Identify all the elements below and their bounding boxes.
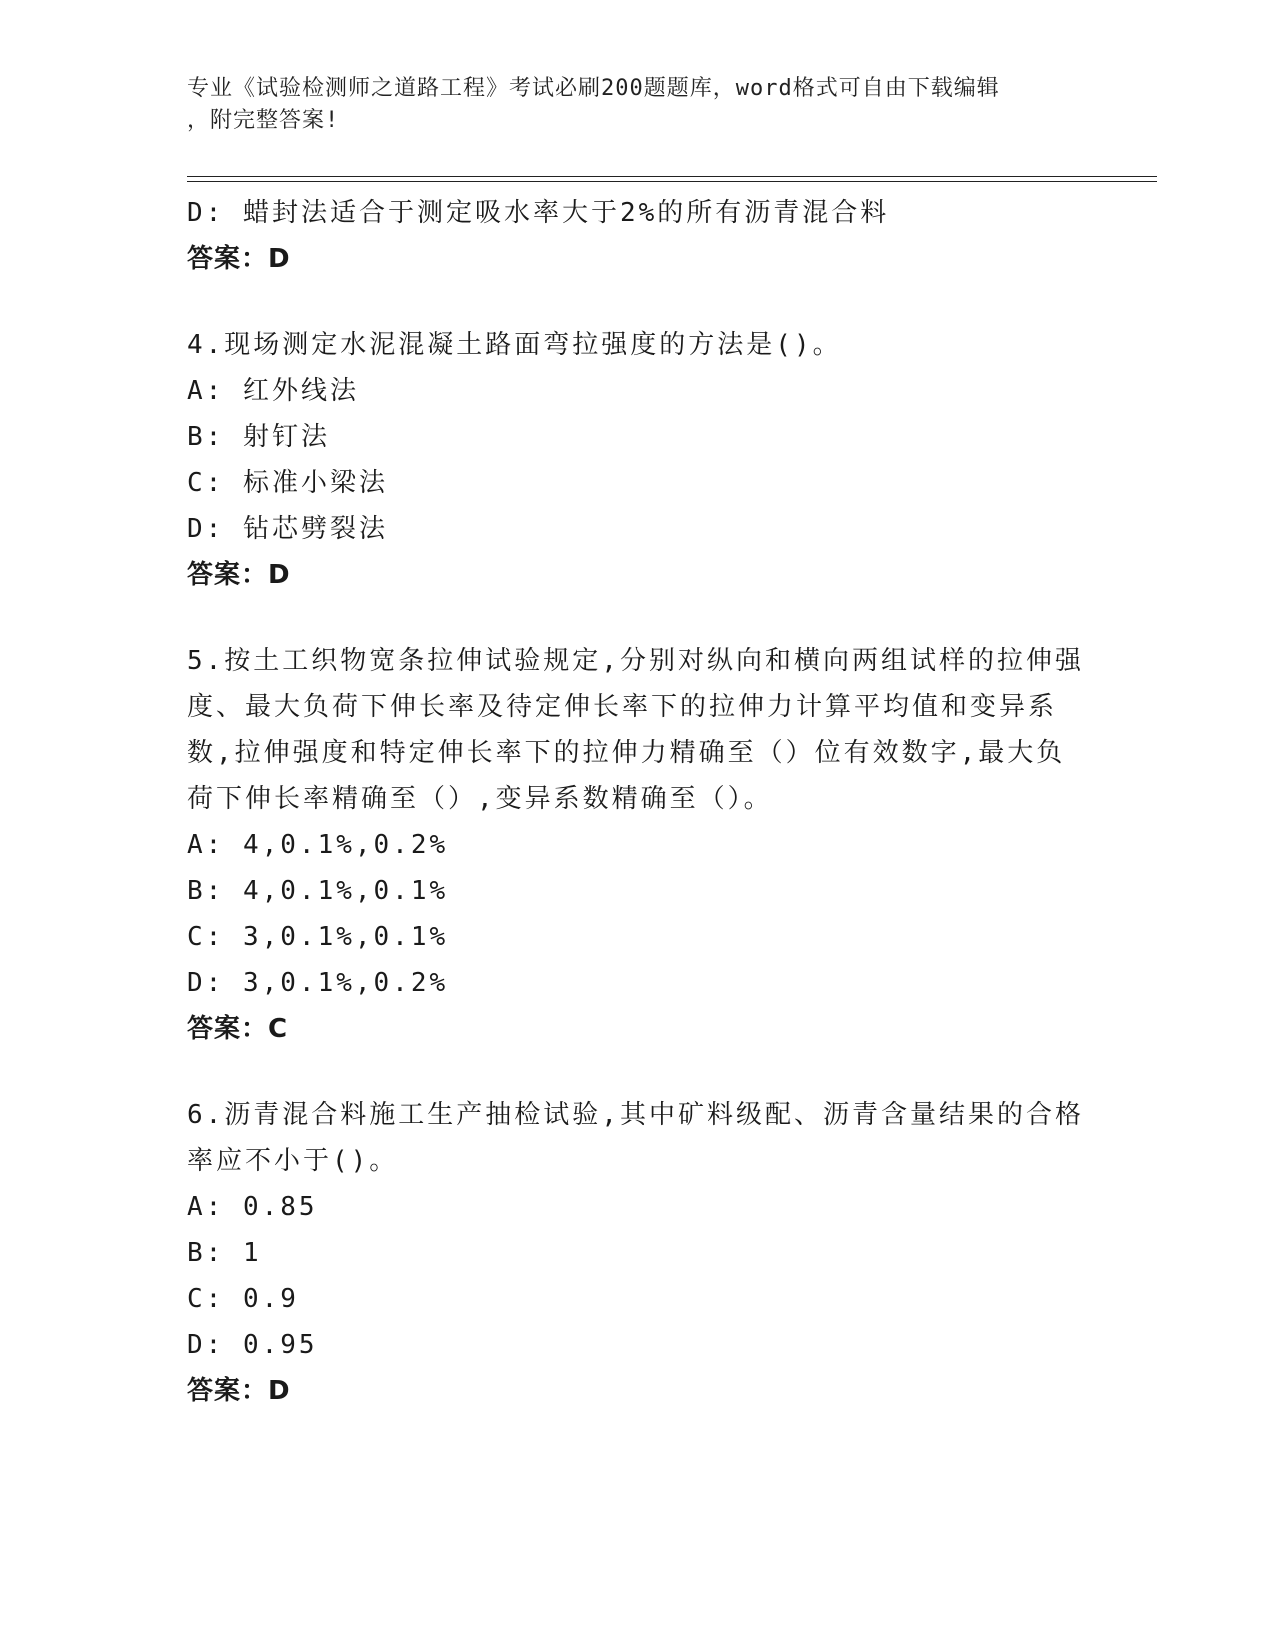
answer: 答案：D <box>187 560 291 590</box>
option-a: A: 红外线法 <box>187 376 359 406</box>
answer: 答案：C <box>187 1014 289 1044</box>
option-b: B: 4,0.1%,0.1% <box>187 876 449 906</box>
option-d: D: 钻芯劈裂法 <box>187 514 388 544</box>
question-list <box>187 190 1087 1414</box>
answer: 答案：D <box>187 244 291 274</box>
option-a: A: 0.85 <box>187 1192 318 1222</box>
option-c: C: 标准小梁法 <box>187 468 388 498</box>
question-stem-line: 数,拉伸强度和特定伸长率下的拉伸力精确至（）位有效数字,最大负 <box>187 738 1066 768</box>
question-stem-line: 5.按土工织物宽条拉伸试验规定,分别对纵向和横向两组试样的拉伸强 <box>187 646 1084 676</box>
option-b: B: 1 <box>187 1238 262 1268</box>
question-6 <box>187 1092 1087 1414</box>
option-c: C: 3,0.1%,0.1% <box>187 922 449 952</box>
header-divider-top <box>187 176 1157 177</box>
option-a: A: 4,0.1%,0.2% <box>187 830 449 860</box>
header-line-2: ，附完整答案! <box>187 108 340 133</box>
question-stem-line: 度、最大负荷下伸长率及待定伸长率下的拉伸力计算平均值和变异系 <box>187 692 1058 722</box>
question-stem-line: 荷下伸长率精确至（）,变异系数精确至（）。 <box>187 784 773 814</box>
option-d: D: 0.95 <box>187 1330 318 1360</box>
option-b: B: 射钉法 <box>187 422 330 452</box>
question-stem-line: 率应不小于()。 <box>187 1146 399 1176</box>
option-c: C: 0.9 <box>187 1284 299 1314</box>
header-divider-bottom <box>187 181 1157 182</box>
option-d: D: 3,0.1%,0.2% <box>187 968 449 998</box>
question-stem-line: 6.沥青混合料施工生产抽检试验,其中矿料级配、沥青含量结果的合格 <box>187 1100 1084 1130</box>
option-d: D: 蜡封法适合于测定吸水率大于2%的所有沥青混合料 <box>187 198 890 228</box>
question-4 <box>187 322 1087 598</box>
document-header <box>187 73 1067 137</box>
answer: 答案：D <box>187 1376 291 1406</box>
question-stem: 4.现场测定水泥混凝土路面弯拉强度的方法是()。 <box>187 330 842 360</box>
header-line-1: 专业《试验检测师之道路工程》考试必刷200题题库，word格式可自由下载编辑 <box>187 76 1000 101</box>
question-3-tail <box>187 190 1087 282</box>
question-5 <box>187 638 1087 1052</box>
